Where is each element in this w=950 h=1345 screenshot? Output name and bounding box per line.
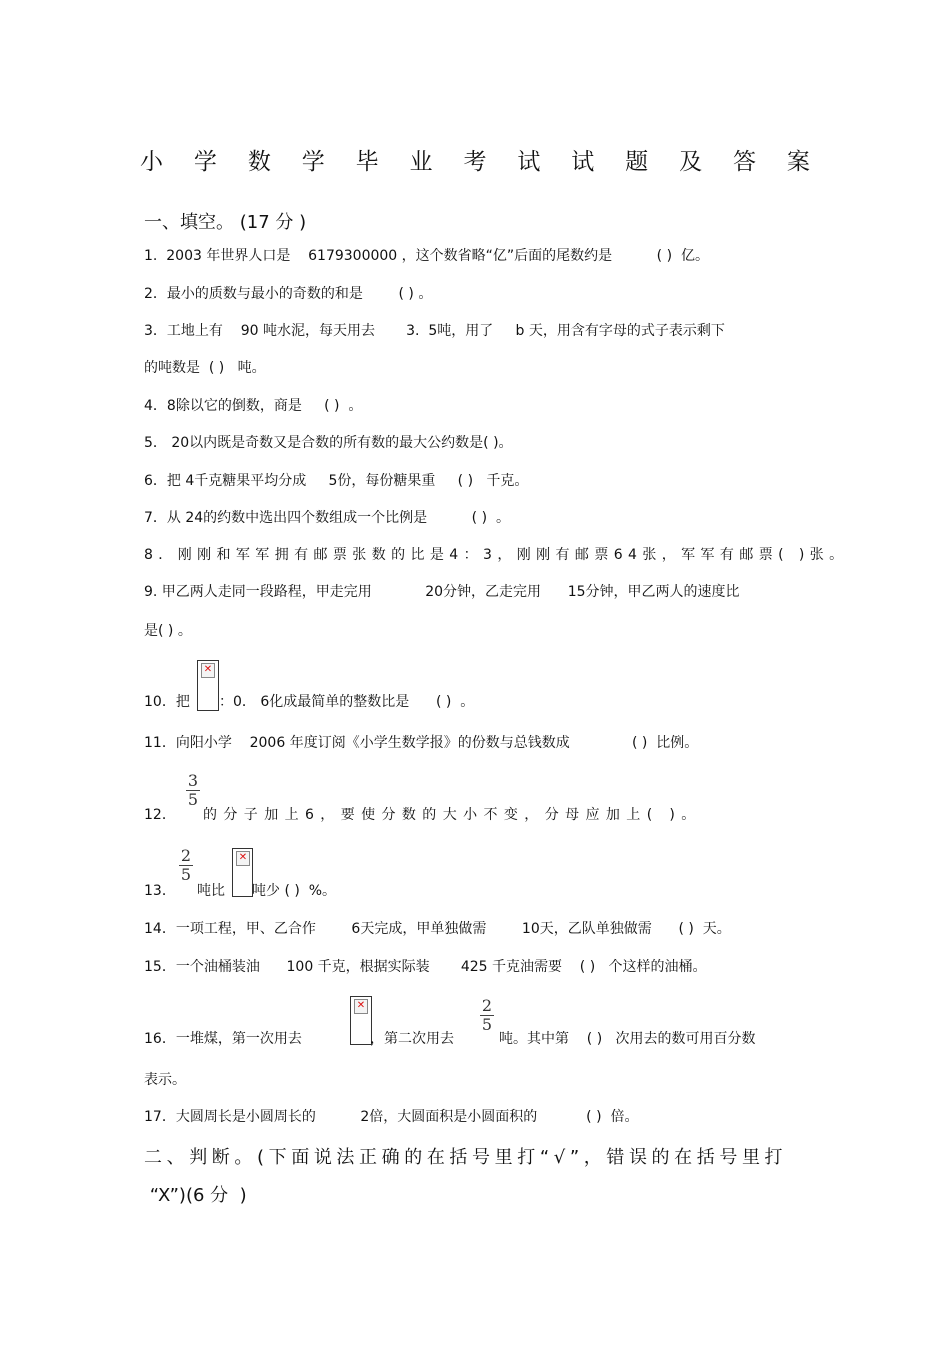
question-14: 14．一项工程，甲、乙合作 6天完成，甲单独做需 10天，乙队单独做需 ( ) 天。	[144, 921, 731, 937]
question-10-prefix: 10．把	[144, 694, 190, 710]
question-3-line-1: 3．工地上有 90 吨水泥，每天用去 3. 5吨，用了 b 天，用含有字母的式子表示剩下	[144, 323, 725, 339]
title-char: 学	[301, 149, 325, 175]
question-15: 15．一个油桶装油 100 千克，根据实际装 425 千克油需要 ( ) 个这样的油桶。	[144, 959, 707, 975]
fraction-2-5: 2 5	[180, 846, 192, 884]
question-12-text: 的分子加上6，要使分数的大小不变，分母应加上( )。	[203, 807, 702, 823]
question-16-mid: ，第二次用去	[370, 1031, 454, 1047]
title-char: 试	[571, 149, 595, 175]
question-7: 7．从 24的约数中选出四个数组成一个比例是 ( ) 。	[144, 510, 510, 526]
title-char: 业	[409, 149, 433, 175]
question-3-line-2: 的吨数是 ( ) 吨。	[144, 360, 266, 376]
question-11: 11．向阳小学 2006 年度订阅《小学生数学报》的份数与总钱数成 ( ) 比例。	[144, 735, 699, 751]
question-5: 5． 20以内既是奇数又是合数的所有数的最大公约数是( )。	[144, 435, 513, 451]
title-char: 小	[140, 149, 163, 175]
question-17: 17．大圆周长是小圆周长的 2倍，大圆面积是小圆面积的 ( ) 倍。	[144, 1109, 639, 1125]
broken-image-icon: ✕	[197, 660, 219, 711]
question-6: 6．把 4千克糖果平均分成 5份，每份糖果重 ( ) 千克。	[144, 473, 529, 489]
broken-image-icon: ✕	[232, 848, 253, 897]
question-13-prefix: 13．	[144, 883, 176, 899]
title-char: 数	[247, 149, 271, 175]
title-char: 学	[193, 149, 217, 175]
title-char: 试	[517, 149, 541, 175]
section-2-heading: 二、判断。(下面说法正确的在括号里打“√”，错误的在括号里打	[144, 1147, 788, 1168]
question-9-line-1: 9. 甲乙两人走同一段路程，甲走完用 20分钟，乙走完用 15分钟，甲乙两人的速度比	[144, 584, 740, 600]
title-char: 答	[732, 149, 756, 175]
question-9-line-2: 是( ) 。	[144, 623, 192, 639]
page-title	[140, 143, 810, 176]
title-char: 考	[463, 149, 487, 175]
question-12-prefix: 12．	[144, 807, 176, 823]
section-1-heading: 一、填空。 (17 分 )	[144, 212, 307, 233]
title-char: 及	[679, 149, 703, 175]
question-10-text: ：0． 6化成最简单的整数比是 ( ) 。	[219, 694, 475, 710]
question-16-line-2: 表示。	[144, 1072, 186, 1088]
title-char: 题	[625, 149, 649, 175]
fraction-2-5: 2 5	[481, 996, 493, 1034]
question-16-prefix: 16．一堆煤，第一次用去	[144, 1031, 302, 1047]
question-1: 1. 2003 年世界人口是 6179300000 ，这个数省略“亿”后面的尾数约是 ( ) 亿。	[144, 248, 709, 264]
question-16-text: 吨。其中第 ( ) 次用去的数可用百分数	[499, 1031, 756, 1047]
question-2: 2．最小的质数与最小的奇数的和是 ( ) 。	[144, 286, 433, 302]
fraction-3-5: 3 5	[187, 771, 199, 809]
question-8: 8．刚刚和军军拥有邮票张数的比是4：3，刚刚有邮票64张，军军有邮票( )张。	[144, 547, 849, 563]
question-4: 4．8除以它的倒数，商是 ( ) 。	[144, 398, 363, 414]
question-13-text: 吨少 ( ) %。	[252, 883, 337, 899]
broken-image-icon: ✕	[350, 996, 372, 1045]
title-char: 毕	[355, 149, 379, 175]
question-13-mid: 吨比	[197, 883, 225, 899]
title-char: 案	[786, 149, 810, 175]
section-2-heading-line-2: “X”)(6 分 )	[144, 1185, 247, 1206]
